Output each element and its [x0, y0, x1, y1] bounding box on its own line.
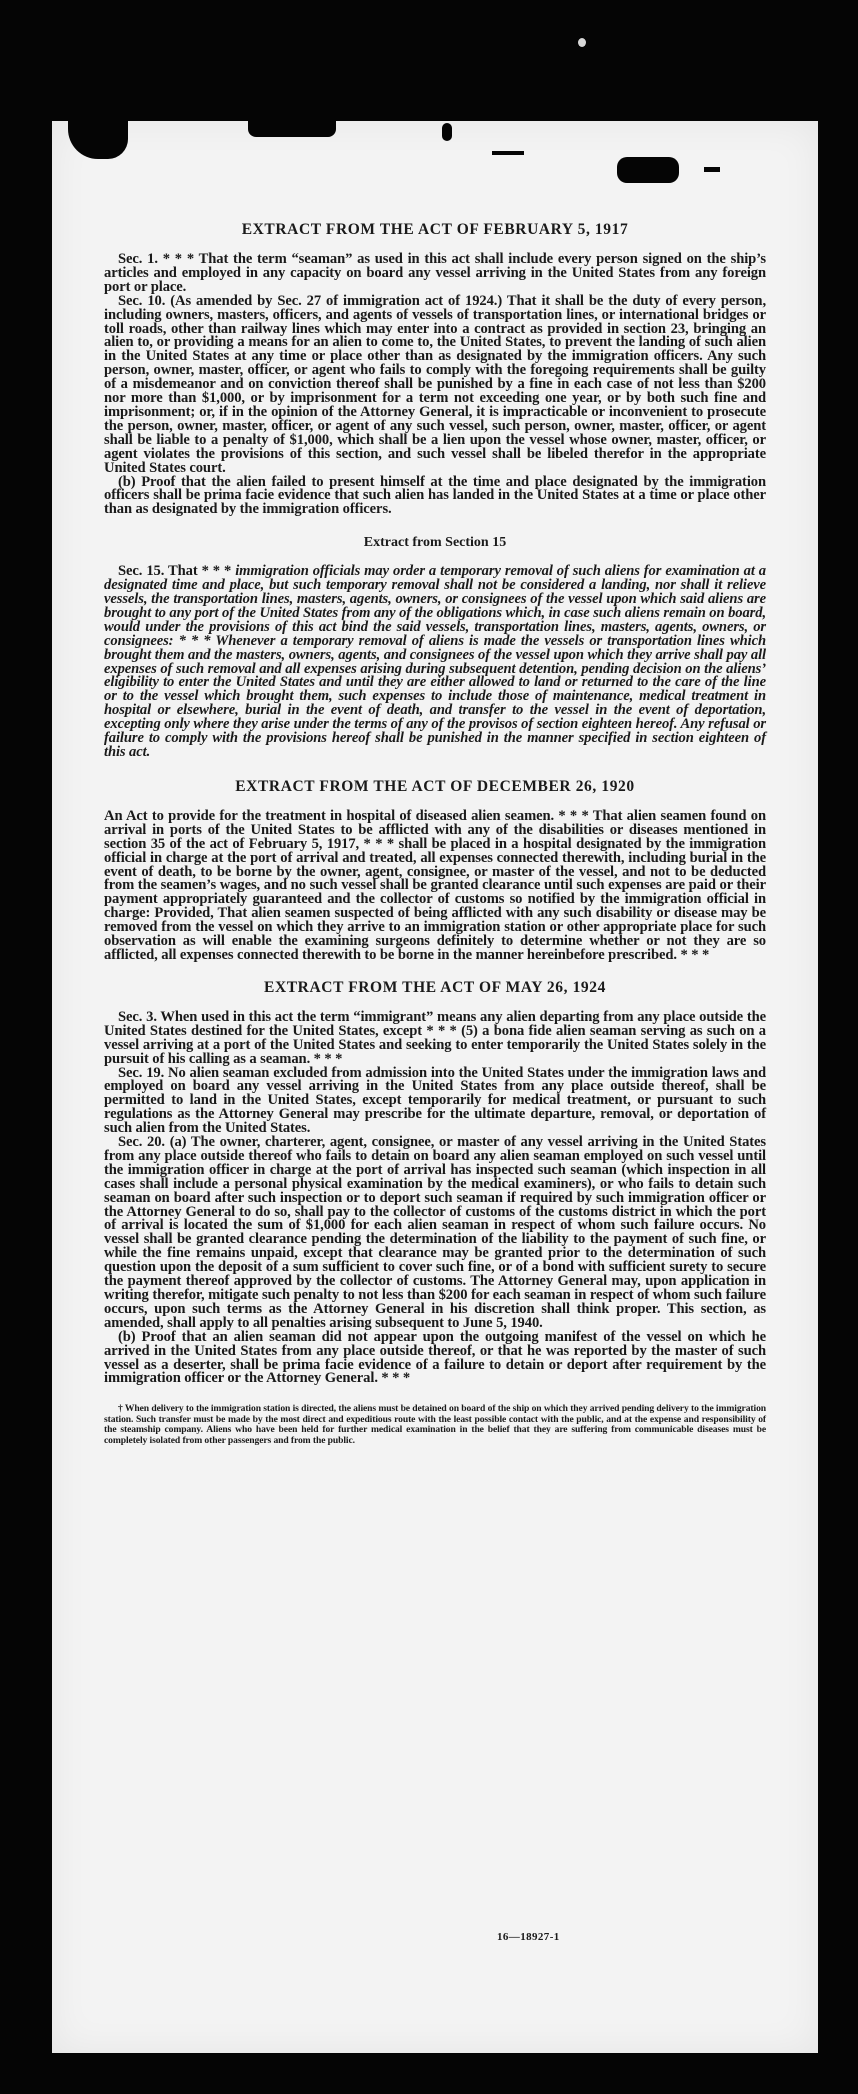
torn-edge [442, 123, 452, 141]
paragraph-sec19-1924: Sec. 19. No alien seaman excluded from admission into the United States under the immigration laws and employed on board any vessel arriving in the United States from any place outside thereof, shall be permitted to land in the United States, except temporarily for medical treatment, or pursuant to such regulations as the Attorney General may prescribe for the ultimate departure, removal, or deportation of such alien from the United States. [104, 1064, 766, 1137]
paragraph-sec1-1917: Sec. 1. * * * That the term “seaman” as used in this act shall include every person signed on the ship’s articles and employed in any capacity on board any vessel arriving in the United States from any foreign port or place. [104, 251, 766, 295]
paragraph-act-1920: An Act to provide for the treatment in hospital of diseased alien seamen. * * * That alien seamen found on arrival in ports of the United States to be afflicted with any of the disabilities or diseases mentioned in section 35 of the act of February 5, 1917, * * * shall be placed in a hospital designated by the immigration official in charge at the port of arrival and treated, all expenses connected therewith, including burial in the event of death, to be borne by the owner, agent, consignee, or master of the vessel, and not to be deducted from the seamen’s wages, and no such vessel shall be granted clearance until such expenses are paid or their payment appropriately guaranteed and the collector of customs so notified by the immigration official in charge: Provided, That alien seamen suspected of being afflicted with any such disability or disease may be removed from the vessel on which they arrive to an immigration station or other appropriate place for such observation as will enable the examining surgeons definitely to determine whether or not they are so afflicted, all expenses connected therewith to be borne in the manner hereinbefore prescribed. * * * [104, 807, 766, 963]
heading-act-1917: EXTRACT FROM THE ACT OF FEBRUARY 5, 1917 [241, 221, 629, 238]
footnote-text: † When delivery to the immigration station is directed, the aliens must be detained on board of the ship on which they arrived pending delivery to the immigration station. Such transfer must be made by the most direct and expeditious route with the least possible contact with the public, and at the expense and responsibility of the steamship company. Aliens who have been held for further medical examination in the belief that they are suffering from communicable diseases must be completely isolated from other passengers and from the public. [104, 1403, 766, 1446]
punch-hole [578, 38, 586, 47]
sec15-lead: Sec. 15. That * * * [118, 563, 236, 580]
document-body [104, 221, 766, 1446]
heading-section-15: Extract from Section 15 [363, 535, 507, 551]
paragraph-sec10-1917: Sec. 10. (As amended by Sec. 27 of immigration act of 1924.) That it shall be the duty of every person, including owners, masters, officers, and agents of vessels of transportation lines, or international bridges or toll roads, other than railway lines which may enter into a contract as provided in section 23, bringing an alien to, or providing a means for an alien to come to, the United States, to prevent the landing of such alien in the United States at any time or place other than as designated by the immigration officers. Any such person, owner, master, officer, or agent who fails to comply with the foregoing requirements shall be guilty of a misdemeanor and on conviction thereof shall be punished by a fine in each case of not less than $200 nor more than $1,000, or by imprisonment for a term not exceeding one year, or by both such fine and imprisonment; or, if in the opinion of the Attorney General, it is impracticable or inconvenient to prosecute the person, owner, master, officer, or agent of any such vessel, such person, owner, master, officer, or agent shall be liable to a penalty of $1,000, which shall be a lien upon the vessel whose owner, master, officer, or agent violates the provisions of this section, and such vessel shall be libeled therefor in the appropriate United States court. [104, 292, 766, 476]
torn-edge [248, 121, 336, 137]
paragraph-sec20b-1924: (b) Proof that an alien seaman did not appear upon the outgoing manifest of the vessel on which he arrived in the United States from any place outside thereof, or that he was reported by the master of such vessel as a deserter, shall be prima facie evidence of a failure to detain or deport after requirement by the immigration officer or the Attorney General. * * * [104, 1328, 766, 1387]
paragraph-sec3-1924: Sec. 3. When used in this act the term “immigrant” means any alien departing from any place outside the United States destined for the United States, except * * * (5) a bona fide alien seaman serving as such on a vessel arriving at a port of the United States and seeking to enter temporarily the United States solely in the pursuit of his calling as a seaman. * * * [104, 1008, 766, 1067]
paragraph-sec15 [104, 565, 766, 760]
torn-edge [68, 121, 128, 159]
torn-edge [492, 151, 524, 155]
footnote [104, 1404, 766, 1446]
heading-act-1920: EXTRACT FROM THE ACT OF DECEMBER 26, 1920 [235, 777, 635, 795]
paragraph-sec20-1924: Sec. 20. (a) The owner, charterer, agent, consignee, or master of any vessel arriving in the United States from any place outside thereof who fails to detain on board any alien seaman employed on such vessel until the immigration officer in charge at the port of arrival has inspected such seaman (which inspection in all cases shall include a personal physical examination by the medical examiners), or who fails to detain such seaman on board after such inspection or to deport such seaman if required by such immigration officer or the Attorney General to do so, shall pay to the collector of customs of the customs district in which the port of arrival is located the sum of $1,000 for each alien seaman in respect of whom such failure occurs. No vessel shall be granted clearance pending the determination of the liability to the payment of such fine, or while the fine remains unpaid, except that clearance may be granted prior to the determination of such question upon the deposit of a sum sufficient to cover such fine, or of a bond with sufficient surety to secure the payment thereof approved by the collector of customs. The Attorney General may, upon application in writing therefor, mitigate such penalty to not less than $200 for each seaman in respect of whom such failure occurs, upon such terms as the Attorney General in his discretion shall think proper. This section, as amended, shall apply to all penalties arising subsequent to June 5, 1940. [104, 1134, 766, 1331]
form-number: 16—18927-1 [497, 1931, 560, 1943]
document-page [52, 121, 818, 2053]
torn-edge [704, 167, 720, 172]
heading-act-1924: EXTRACT FROM THE ACT OF MAY 26, 1924 [264, 978, 606, 996]
sec15-text: immigration officials may order a temporary removal of such aliens for examination at a designated time and place, but such temporary removal shall not be considered a landing, nor shall it relieve vessels, the transportation lines, masters, agents, owners, or consignees of the vessel upon which said aliens are brought to any port of the United States from any of the obligations which, in case such aliens remain on board, would under the provisions of this act bind the said vessels, transportation lines, masters, agents, owners, or consignees: * * * Whenever a temporary removal of aliens is made the vessels or transportation lines which brought them and the masters, owners, agents, and consignees of the vessel upon which they arrive shall pay all expenses of such removal and all expenses arising during subsequent detention, pending decision on the aliens’ eligibility to enter the United States and until they are either allowed to land or returned to the care of the line or to the vessel which brought them, such expenses to include those of maintenance, medical treatment in hospital or elsewhere, burial in the event of death, and transfer to the vessel in the event of deportation, excepting only where they arise under the terms of any of the provisos of section eighteen hereof. Any refusal or failure to comply with the provisions hereof shall be punished in the manner specified in section eighteen of this act. [104, 563, 766, 760]
torn-edge [617, 157, 679, 183]
paragraph-sec10b-1917: (b) Proof that the alien failed to present himself at the time and place designated by the immigration officers shall be prima facie evidence that such alien has landed in the United States at a time or place other than as designated by the immigration officers. [104, 473, 766, 518]
